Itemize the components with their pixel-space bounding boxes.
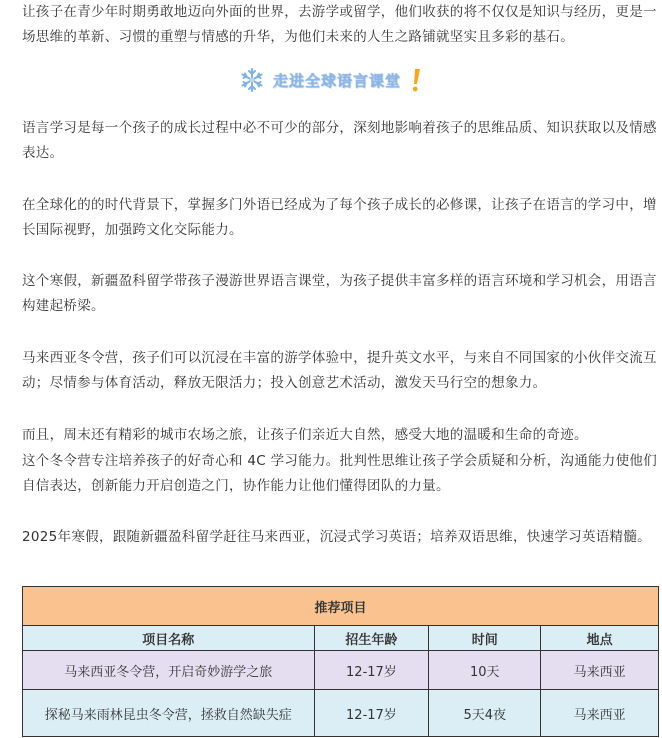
paragraph-malaysia-camp: 马来西亚冬令营，孩子们可以沉浸在丰富的游学体验中，提升英文水平，与来自不同国家的小伙伴交流互动；尽情参与体育活动，释放无限活力；投入创意艺术活动，激发天马行空的想象力。 xyxy=(22,350,657,391)
paragraph-4c-skills: 这个冬令营专注培养孩子的好奇心和 4C 学习能力。批判性思维让孩子学会质疑和分析，沟通能力使他们自信表达，创新能力开启创造之门，协作能力让他们懂得团队的力量。 xyxy=(22,453,657,494)
table-title-row xyxy=(23,587,659,626)
paragraph-globalization: 在全球化的的时代背景下，掌握多门外语已经成为了每个孩子成长的必修课，让孩子在语言的学习中，增长国际视野，加强跨文化交际能力。 xyxy=(22,197,657,238)
program-duration-cell: 10天 xyxy=(429,651,541,690)
program-location-cell: 马来西亚 xyxy=(541,651,659,690)
table-row xyxy=(23,690,659,737)
section-heading xyxy=(0,62,662,98)
column-header-name: 项目名称 xyxy=(23,626,315,651)
table-title: 推荐项目 xyxy=(23,587,659,626)
program-age-cell: 12-17岁 xyxy=(314,651,429,690)
paragraph-language-learning: 语言学习是每一个孩子的成长过程中必不可少的部分，深刻地影响着孩子的思维品质、知识获取以及情感表达。 xyxy=(22,120,657,161)
paragraph-farm-trip: 而且，周末还有精彩的城市农场之旅，让孩子们亲近大自然，感受大地的温暖和生命的奇迹。 xyxy=(22,427,588,443)
program-duration-cell: 5天4夜 xyxy=(429,690,541,737)
exclamation-icon xyxy=(409,67,423,93)
column-header-location: 地点 xyxy=(541,626,659,651)
program-location-cell: 马来西亚 xyxy=(541,690,659,737)
recommended-programs-table xyxy=(22,586,659,737)
program-name-cell: 探秘马来雨林昆虫冬令营，拯救自然缺失症 xyxy=(23,690,315,737)
table-header-row xyxy=(23,626,659,651)
program-age-cell: 12-17岁 xyxy=(314,690,429,737)
program-name-cell: 马来西亚冬令营，开启奇妙游学之旅 xyxy=(23,651,315,690)
intro-paragraph: 让孩子在青少年时期勇敢地迈向外面的世界，去游学或留学，他们收获的将不仅仅是知识与经历，更是一场思维的革新、习惯的重塑与情感的升华，为他们未来的人生之路铺就坚实且多彩的基石。 xyxy=(22,4,657,45)
snowflake-icon xyxy=(239,67,265,93)
paragraph-2025-winter: 2025年寒假，跟随新疆盈科留学赶往马来西亚，沉浸式学习英语；培养双语思维，快速学习英语精髓。 xyxy=(22,529,651,545)
column-header-age: 招生年龄 xyxy=(314,626,429,651)
paragraph-winter-break: 这个寒假，新疆盈科留学带孩子漫游世界语言课堂，为孩子提供丰富多样的语言环境和学习机会，用语言构建起桥梁。 xyxy=(22,273,657,314)
table-row xyxy=(23,651,659,690)
section-heading-text: 走进全球语言课堂 xyxy=(272,71,401,90)
column-header-duration: 时间 xyxy=(429,626,541,651)
